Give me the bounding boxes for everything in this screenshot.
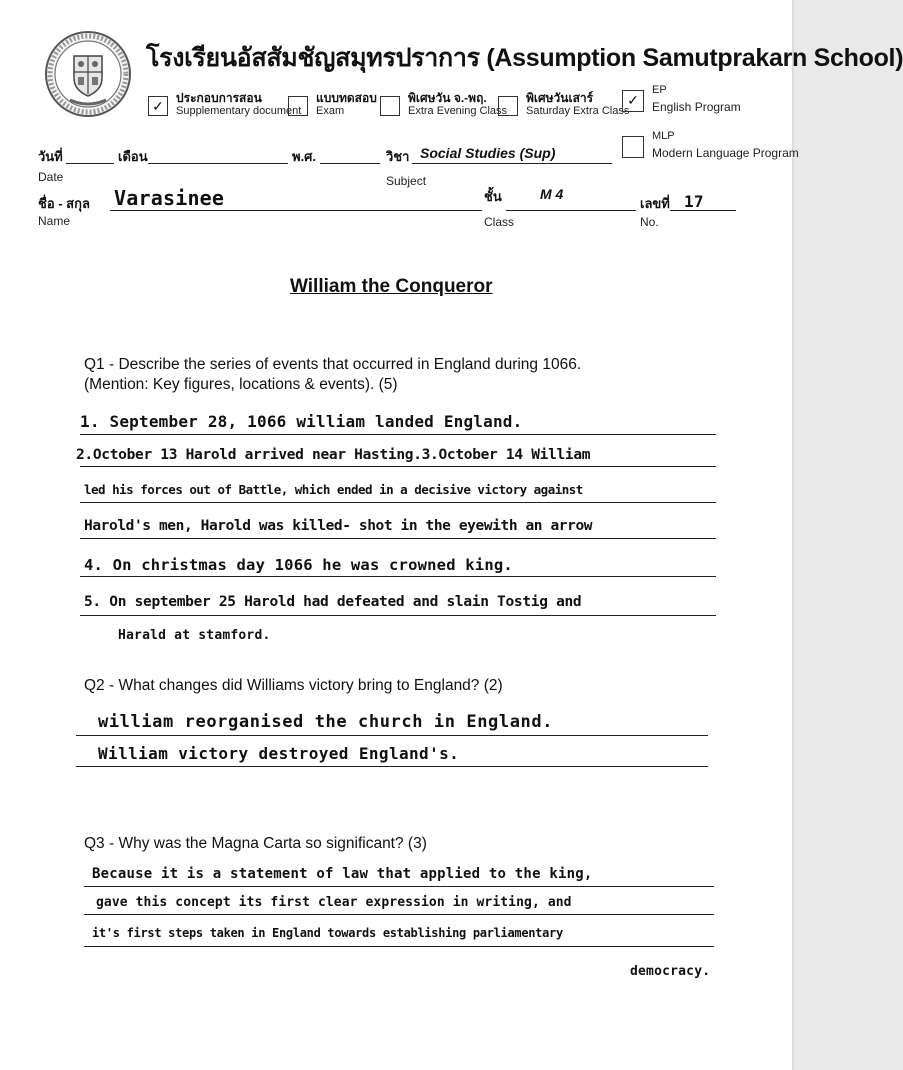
q1-answer-rule xyxy=(80,576,716,577)
q1-answer-line[interactable]: 1. September 28, 1066 william landed England. xyxy=(80,412,523,431)
date-field[interactable] xyxy=(66,163,114,164)
number-value: 17 xyxy=(684,192,704,211)
exam-checkbox[interactable] xyxy=(288,96,308,116)
q1-answer-rule xyxy=(80,615,716,616)
q1-answer-line[interactable]: 5. On september 25 Harold had defeated and slain Tostig and xyxy=(84,594,582,610)
q3-answer-line[interactable]: gave this concept its first clear expression in writing, and xyxy=(96,895,572,910)
q3-answer-rule xyxy=(84,946,714,947)
saturday-class-checkbox[interactable] xyxy=(498,96,518,116)
ep-option xyxy=(652,84,741,114)
exam-option xyxy=(316,92,377,118)
year-label-th: พ.ศ. xyxy=(292,149,317,164)
q1-prompt-line2: (Mention: Key figures, locations & events). (5) xyxy=(84,376,398,393)
supplementary-checkbox[interactable]: ✓ xyxy=(148,96,168,116)
q3-answer-line[interactable]: Because it is a statement of law that applied to the king, xyxy=(92,866,593,882)
q1-answer-line[interactable]: Harald at stamford. xyxy=(118,628,271,643)
ep-label: English Program xyxy=(652,100,741,114)
extra-evening-checkbox[interactable] xyxy=(380,96,400,116)
class-label-en: Class xyxy=(484,215,515,229)
name-value: Varasinee xyxy=(114,186,225,210)
month-label-th: เดือน xyxy=(118,149,148,164)
ep-checkbox[interactable]: ✓ xyxy=(622,90,644,112)
date-label-en: Date xyxy=(38,170,64,184)
mlp-code: MLP xyxy=(652,130,675,142)
q1-answer-rule xyxy=(80,538,716,539)
q2-answer-rule xyxy=(76,766,708,767)
q1-answer-line[interactable]: 2.October 13 Harold arrived near Hasting.3.October 14 William xyxy=(76,447,591,463)
saturday-class-label-th: พิเศษวันเสาร์ xyxy=(526,91,594,105)
q1-answer-line[interactable]: led his forces out of Battle, which ended in a decisive victory against xyxy=(84,482,583,497)
exam-label-th: แบบทดสอบ xyxy=(316,91,377,105)
year-field[interactable] xyxy=(320,163,380,164)
q2-answer-line[interactable]: William victory destroyed England's. xyxy=(98,744,460,763)
mlp-label: Modern Language Program xyxy=(652,146,799,160)
saturday-class-label-en: Saturday Extra Class xyxy=(526,105,630,117)
supplementary-label-th: ประกอบการสอน xyxy=(176,91,262,105)
date-label-th: วันที่ xyxy=(38,149,63,164)
q1-prompt xyxy=(84,355,581,395)
name-label-th: ชื่อ - สกุล xyxy=(38,196,90,211)
mlp-checkbox[interactable] xyxy=(622,136,644,158)
extra-evening-label-en: Extra Evening Class xyxy=(408,105,508,117)
subject-value: Social Studies (Sup) xyxy=(420,145,556,161)
number-label-th: เลขที่ xyxy=(640,196,670,211)
q1-answer-line[interactable]: Harold's men, Harold was killed- shot in the eyewith an arrow xyxy=(84,518,593,534)
subject-label-th: วิชา xyxy=(386,149,410,164)
class-label-th: ชั้น xyxy=(484,189,502,204)
q1-answer-line[interactable]: 4. On christmas day 1066 he was crowned king. xyxy=(84,556,513,574)
exam-label-en: Exam xyxy=(316,105,345,117)
class-field[interactable] xyxy=(506,210,636,211)
school-name: โรงเรียนอัสสัมชัญสมุทรปราการ (Assumption Samutprakarn School) xyxy=(146,44,903,72)
q2-answer-line[interactable]: william reorganised the church in England. xyxy=(98,712,554,732)
q1-answer-rule xyxy=(80,434,716,435)
q3-answer-rule xyxy=(84,886,714,887)
q3-prompt: Q3 - Why was the Magna Carta so significant? (3) xyxy=(84,835,427,852)
class-value: M 4 xyxy=(540,186,564,202)
q1-answer-rule xyxy=(80,466,716,467)
subject-field[interactable] xyxy=(412,163,612,164)
name-label-en: Name xyxy=(38,214,71,228)
saturday-class-option xyxy=(526,92,629,118)
number-label-en: No. xyxy=(640,215,659,229)
extra-evening-label-th: พิเศษวัน จ.-พฤ. xyxy=(408,91,487,105)
q1-answer-rule xyxy=(80,502,716,503)
q2-answer-rule xyxy=(76,735,708,736)
month-field[interactable] xyxy=(148,163,288,164)
name-field[interactable] xyxy=(110,210,482,211)
q2-prompt: Q2 - What changes did Williams victory bring to England? (2) xyxy=(84,677,503,694)
q3-answer-rule xyxy=(84,914,714,915)
ep-code: EP xyxy=(652,84,667,96)
q3-answer-line[interactable]: democracy. xyxy=(630,964,711,979)
q1-prompt-line1: Q1 - Describe the series of events that occurred in England during 1066. xyxy=(84,356,582,373)
supplementary-option xyxy=(176,92,301,118)
q3-answer-line[interactable]: it's first steps taken in England towards establishing parliamentary xyxy=(92,926,563,940)
mlp-option xyxy=(652,130,799,160)
worksheet-title: William the Conqueror xyxy=(290,276,493,297)
school-crest-icon xyxy=(44,30,132,118)
subject-label-en: Subject xyxy=(386,174,427,188)
supplementary-label-en: Supplementary document xyxy=(176,105,302,117)
extra-evening-option xyxy=(408,92,507,118)
